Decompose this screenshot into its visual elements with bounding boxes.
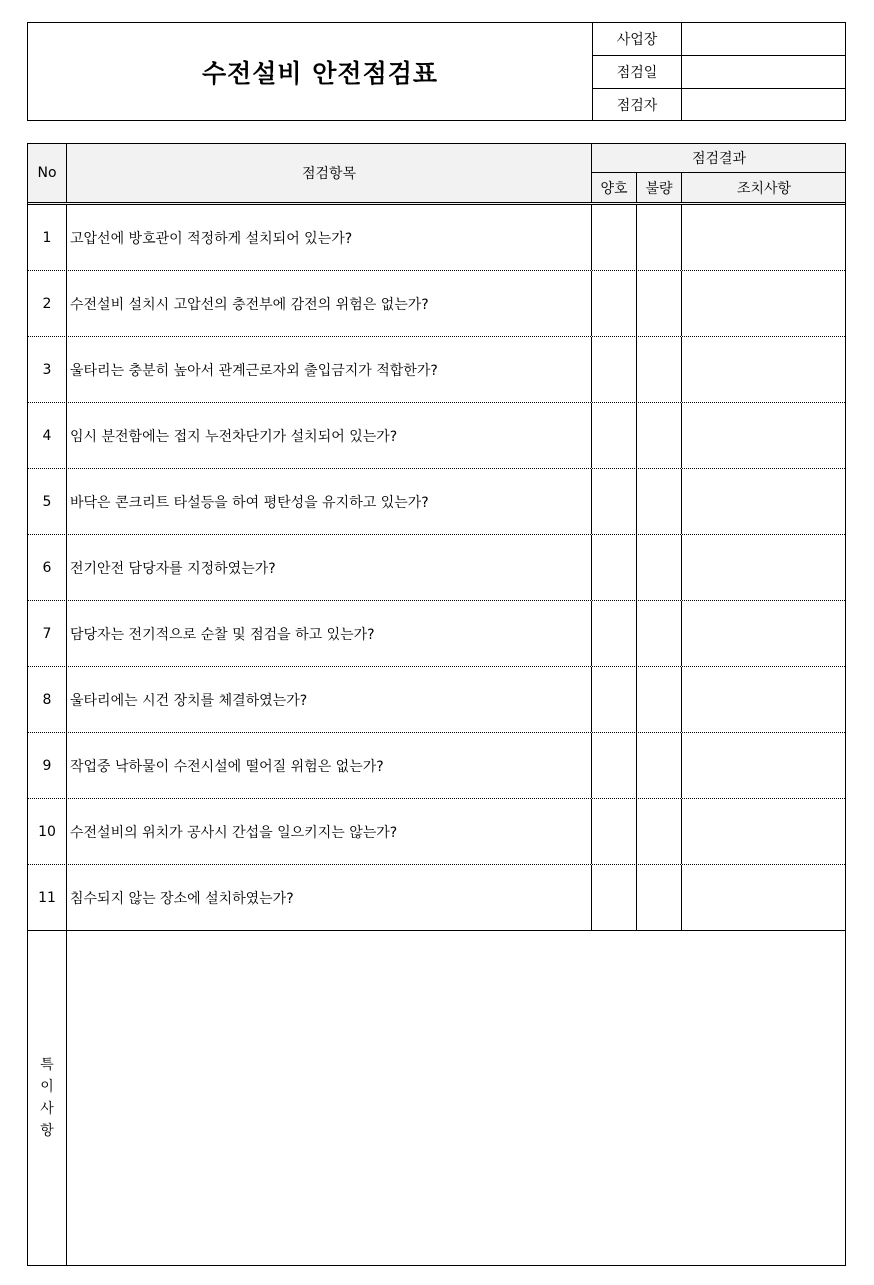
table-row: [28, 667, 845, 733]
good-cell[interactable]: [592, 667, 637, 732]
bad-cell[interactable]: [637, 403, 682, 468]
bad-cell[interactable]: [637, 733, 682, 798]
column-header-result: 점검결과: [592, 144, 846, 173]
bad-cell[interactable]: [637, 667, 682, 732]
workplace-field[interactable]: [682, 23, 846, 55]
row-item: 울타리는 충분히 높아서 관계근로자외 출입금지가 적합한가?: [67, 337, 592, 402]
row-item: 전기안전 담당자를 지정하였는가?: [67, 535, 592, 600]
row-number: 8: [28, 667, 67, 732]
table-row: [28, 205, 845, 271]
action-cell[interactable]: [682, 469, 846, 534]
good-cell[interactable]: [592, 535, 637, 600]
remarks-label-char: 이: [40, 1079, 54, 1095]
action-cell[interactable]: [682, 601, 846, 666]
row-item: 침수되지 않는 장소에 설치하였는가?: [67, 865, 592, 930]
row-number: 6: [28, 535, 67, 600]
row-item: 바닥은 콘크리트 타설등을 하여 평탄성을 유지하고 있는가?: [67, 469, 592, 534]
bad-cell[interactable]: [637, 469, 682, 534]
bad-cell[interactable]: [637, 337, 682, 402]
row-item: 작업중 낙하물이 수전시설에 떨어질 위험은 없는가?: [67, 733, 592, 798]
table-row: [28, 271, 845, 337]
row-number: 3: [28, 337, 67, 402]
bad-cell[interactable]: [637, 601, 682, 666]
table-row: [28, 535, 845, 601]
good-cell[interactable]: [592, 865, 637, 930]
inspector-label: 점검자: [593, 89, 682, 120]
table-row: [28, 733, 845, 799]
good-cell[interactable]: [592, 403, 637, 468]
remarks-label: [28, 931, 67, 1265]
page-title: 수전설비 안전점검표: [201, 58, 439, 88]
row-number: 5: [28, 469, 67, 534]
row-number: 4: [28, 403, 67, 468]
action-cell[interactable]: [682, 667, 846, 732]
table-row: [28, 337, 845, 403]
info-row-workplace: [593, 23, 846, 56]
good-cell[interactable]: [592, 601, 637, 666]
column-header-bad: 불량: [637, 173, 682, 202]
table-row: [28, 469, 845, 535]
column-header-good: 양호: [592, 173, 637, 202]
table-row: [28, 799, 845, 865]
bad-cell[interactable]: [637, 799, 682, 864]
remarks-section: [28, 931, 845, 1265]
bad-cell[interactable]: [637, 865, 682, 930]
row-number: 1: [28, 205, 67, 270]
row-number: 7: [28, 601, 67, 666]
checklist-table: [27, 143, 846, 1266]
bad-cell[interactable]: [637, 535, 682, 600]
table-row: [28, 865, 845, 931]
row-item: 울타리에는 시건 장치를 체결하였는가?: [67, 667, 592, 732]
table-header: [28, 144, 845, 205]
bad-cell[interactable]: [637, 271, 682, 336]
bad-cell[interactable]: [637, 205, 682, 270]
good-cell[interactable]: [592, 799, 637, 864]
row-item: 담당자는 전기적으로 순찰 및 점검을 하고 있는가?: [67, 601, 592, 666]
remarks-label-char: 특: [40, 1057, 54, 1073]
action-cell[interactable]: [682, 799, 846, 864]
info-row-date: [593, 56, 846, 89]
remarks-field[interactable]: [67, 931, 845, 1265]
action-cell[interactable]: [682, 733, 846, 798]
column-header-action: 조치사항: [736, 180, 792, 197]
row-item: 고압선에 방호관이 적정하게 설치되어 있는가?: [67, 205, 592, 270]
row-item: 수전설비의 위치가 공사시 간섭을 일으키지는 않는가?: [67, 799, 592, 864]
action-cell[interactable]: [682, 865, 846, 930]
row-number: 11: [28, 865, 67, 930]
remarks-label-char: 사: [40, 1101, 54, 1117]
table-row: [28, 601, 845, 667]
good-cell[interactable]: [592, 733, 637, 798]
column-header-no: No: [28, 144, 67, 202]
action-cell[interactable]: [682, 535, 846, 600]
row-number: 9: [28, 733, 67, 798]
remarks-label-char: 항: [40, 1123, 54, 1139]
good-cell[interactable]: [592, 337, 637, 402]
table-row: [28, 403, 845, 469]
column-header-item: 점검항목: [67, 144, 592, 202]
inspector-field[interactable]: [682, 89, 846, 120]
title-box: [27, 22, 846, 121]
good-cell[interactable]: [592, 469, 637, 534]
row-number: 2: [28, 271, 67, 336]
row-item: 수전설비 설치시 고압선의 충전부에 감전의 위험은 없는가?: [67, 271, 592, 336]
info-grid: [592, 23, 846, 120]
inspection-date-field[interactable]: [682, 56, 846, 88]
action-cell[interactable]: [682, 403, 846, 468]
workplace-label: 사업장: [593, 23, 682, 55]
row-number: 10: [28, 799, 67, 864]
action-cell[interactable]: [682, 271, 846, 336]
inspection-date-label: 점검일: [593, 56, 682, 88]
action-cell[interactable]: [682, 337, 846, 402]
action-cell[interactable]: [682, 205, 846, 270]
row-item: 임시 분전함에는 접지 누전차단기가 설치되어 있는가?: [67, 403, 592, 468]
info-row-inspector: [593, 89, 846, 120]
good-cell[interactable]: [592, 205, 637, 270]
good-cell[interactable]: [592, 271, 637, 336]
